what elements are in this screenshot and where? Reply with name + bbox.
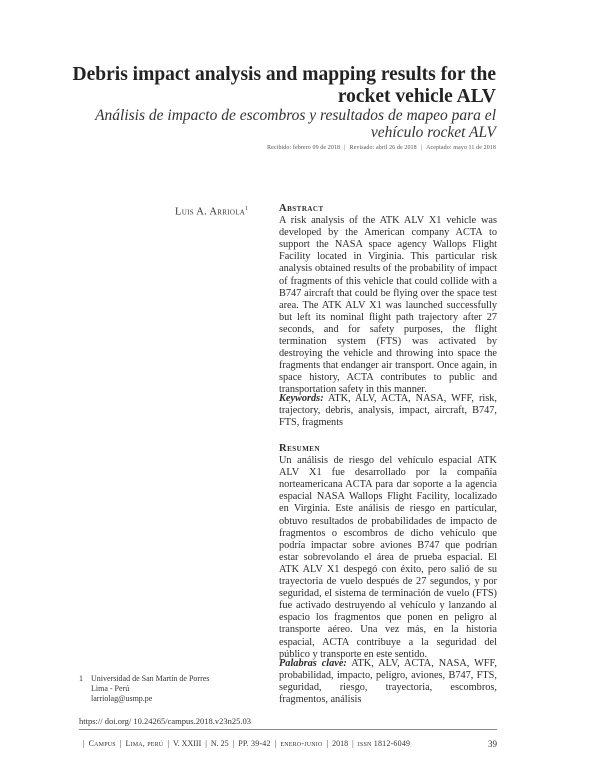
- doi-link[interactable]: https:// doi.org/ 10.24265/campus.2018.v23n25.03: [79, 716, 251, 726]
- resumen-section: [279, 443, 497, 661]
- footer-journal: Campus: [88, 739, 116, 748]
- palabras-clave-label: Palabras clave:: [279, 658, 347, 669]
- abstract-heading: Abstract: [279, 203, 324, 214]
- footer-volume: V. XXIII: [172, 739, 202, 748]
- footnote-number: 1: [79, 674, 83, 683]
- revised-date: Revisado: abril 26 de 2018: [349, 145, 417, 151]
- author-name: Luis A. Arriola$^1$: [175, 206, 249, 218]
- footer-place: Lima, perú: [125, 739, 164, 748]
- footer-issn: issn 1812-6049: [357, 739, 411, 748]
- footer-year: 2018: [332, 739, 349, 748]
- accepted-date: Aceptado: mayo 11 de 2018: [426, 145, 496, 151]
- abstract-section: [279, 203, 497, 397]
- footnote-city: Lima - Perú: [91, 684, 130, 693]
- abstract-text: A risk analysis of the ATK ALV X1 vehicle was developed by the American company ACTA to support the NASA space agency Wallops Flight Facility located in Virginia. This particular risk analysis obtained results of the probability of impact of fragments of this vehicle that could collide with a B747 aircraft that could be flying over the space test area. The ATK ALV X1 was launched successfully but left its nominal flight path trajectory after 27 seconds, and for safety purposes, the flight termination system (FTS) was activated by destroying the vehicle and throwing into space the fragments that endanger air transport. Once again, in space history, ACTA contributes to public and transportation safety in this manner.: [279, 215, 497, 396]
- palabras-clave-list: ATK, ALV, ACTA, NASA, WFF, probabilidad, impacto, peligro, aviones, B747, FTS, seguridad, riesgo, trayectoria, escombros, fragmentos, análisis: [279, 658, 497, 706]
- article-title: Debris impact analysis and mapping results for the rocket vehicle ALV: [72, 64, 496, 107]
- footnote-affiliation: Universidad de San Martín de Porres: [91, 674, 210, 683]
- article-subtitle-spanish: Análisis de impacto de escombros y resultados de mapeo para el vehículo rocket ALV: [95, 107, 496, 141]
- abstract-keywords: [279, 393, 497, 429]
- footer-period: enero-junio: [280, 739, 323, 748]
- footer-divider: [79, 729, 497, 730]
- footer-pages: PP. 39-42: [238, 739, 271, 748]
- author-footnote: [79, 674, 209, 704]
- footer-number: N. 25: [210, 739, 229, 748]
- received-date: Recibido: febrero 09 de 2018: [267, 145, 341, 151]
- submission-dates: Recibido: febrero 09 de 2018 | Revisado: abril 26 de 2018 | Aceptado: mayo 11 de 2018: [267, 145, 496, 151]
- resumen-heading: Resumen: [279, 443, 321, 454]
- author-footnote-marker: 1: [245, 206, 249, 212]
- keywords-list: ATK, ALV, ACTA, NASA, WFF, risk, trajectory, debris, analysis, impact, aircraft, B747, FTS, fragments: [279, 393, 498, 429]
- page-footer: | Campus | Lima, perú | V. XXIII | N. 25 | PP. 39-42 | enero-junio | 2018 | issn 1812-6049 39: [83, 739, 497, 749]
- resumen-text: Un análisis de riesgo del vehículo espacial ATK ALV X1 fue desarrollado por la compañía norteamericana ACTA para dar soporte a la agencia espacial NASA Wallops Flight Facility, localizado en Virginia. Este análisis de riesgo en particular, obtuvo resultados de probabilidades de impacto de fragmentos o escombros de dicho vehículo que podría impactar sobre aviones B747 que podrían estar sobrevolando el área de prueba espacial. El ATK ALV X1 despegó con éxito, pero salió de su trayectoria de vuelo después de 27 segundos, y por seguridad, el sistema de terminación de vuelo (FTS) fue activado destruyendo al vehículo y lanzando al espacio los fragmentos que ponen en peligro al transporte aéreo. Una vez más, en la historia espacial, ACTA contribuye a la seguridad del público y transporte en este sentido.: [279, 455, 497, 660]
- page-number: 39: [488, 739, 497, 749]
- resumen-keywords: [279, 658, 497, 706]
- footnote-email[interactable]: larriolag@usmp.pe: [91, 694, 153, 703]
- keywords-label: Keywords:: [279, 393, 324, 404]
